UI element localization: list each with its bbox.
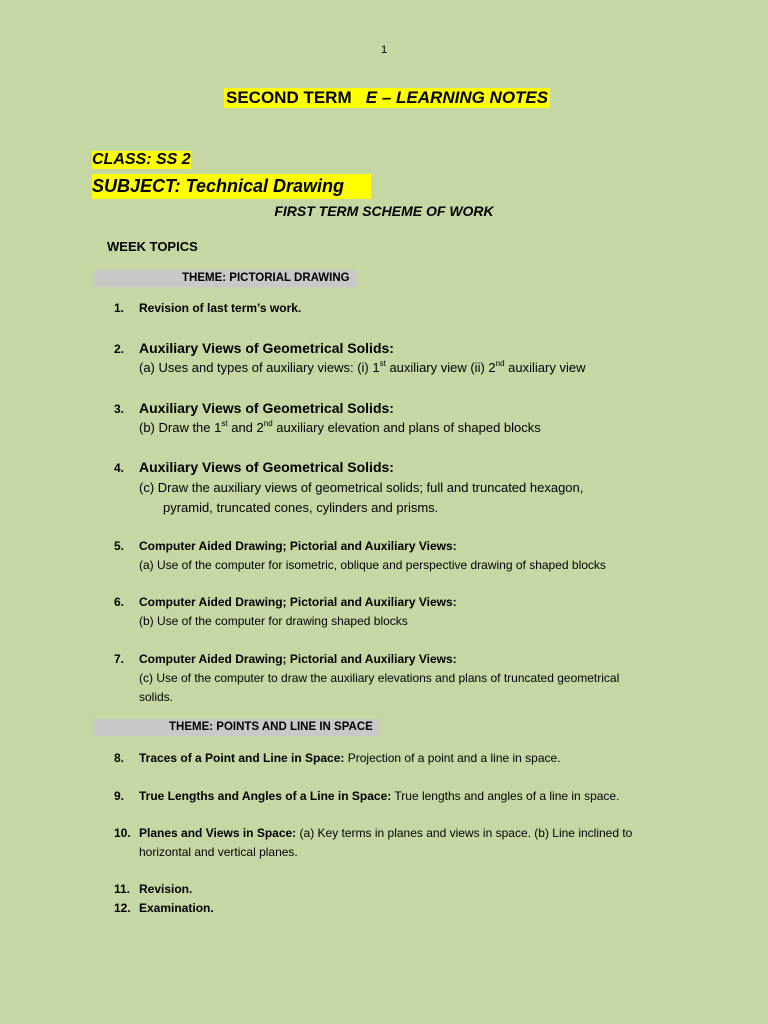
- theme-banner-points-lines: THEME: POINTS AND LINE IN SPACE: [93, 719, 379, 736]
- item-number: 7.: [114, 652, 125, 666]
- item-number: 10.: [114, 826, 131, 840]
- title-part-2: E – LEARNING NOTES: [365, 88, 549, 107]
- document-title: [224, 88, 550, 108]
- item-heading: Computer Aided Drawing; Pictorial and Auxiliary Views:: [139, 595, 457, 609]
- item-number: 4.: [114, 461, 125, 475]
- subject-label: SUBJECT: Technical Drawing: [92, 174, 371, 199]
- item-heading: Auxiliary Views of Geometrical Solids:: [139, 459, 394, 475]
- item-heading: Planes and Views in Space: (a) Key terms in planes and views in space. (b) Line inclined to: [139, 826, 633, 840]
- item-number: 8.: [114, 751, 125, 765]
- item-heading: Auxiliary Views of Geometrical Solids:: [139, 340, 394, 356]
- item-detail-line-1: (c) Draw the auxiliary views of geometrical solids; full and truncated hexagon,: [139, 480, 584, 495]
- item-heading: Revision.: [139, 882, 193, 896]
- theme-banner-pictorial: THEME: PICTORIAL DRAWING: [93, 270, 357, 287]
- class-label: CLASS: SS 2: [92, 151, 191, 168]
- scheme-heading: FIRST TERM SCHEME OF WORK: [274, 203, 494, 219]
- item-number: 1.: [114, 301, 125, 315]
- item-heading: Auxiliary Views of Geometrical Solids:: [139, 400, 394, 416]
- item-number: 2.: [114, 342, 125, 356]
- item-detail-line-2: horizontal and vertical planes.: [139, 845, 298, 859]
- title-part-1: SECOND TERM: [226, 88, 352, 107]
- item-number: 11.: [114, 882, 131, 896]
- item-detail-line-2: solids.: [139, 690, 174, 704]
- item-heading: Traces of a Point and Line in Space: Projection of a point and a line in space.: [139, 751, 561, 765]
- week-topics-heading: WEEK TOPICS: [107, 239, 198, 254]
- item-number: 5.: [114, 539, 125, 553]
- item-detail: (a) Uses and types of auxiliary views: (i) 1st auxiliary view (ii) 2nd auxiliary view: [139, 358, 586, 375]
- item-detail-line-2: pyramid, truncated cones, cylinders and prisms.: [163, 500, 439, 515]
- item-number: 6.: [114, 595, 125, 609]
- page-number: 1: [380, 44, 388, 56]
- item-detail: (a) Use of the computer for isometric, oblique and perspective drawing of shaped blocks: [139, 558, 606, 572]
- item-detail: (b) Draw the 1st and 2nd auxiliary elevation and plans of shaped blocks: [139, 418, 541, 435]
- item-heading: Computer Aided Drawing; Pictorial and Auxiliary Views:: [139, 652, 457, 666]
- item-number: 3.: [114, 402, 125, 416]
- item-detail: (b) Use of the computer for drawing shaped blocks: [139, 614, 408, 628]
- item-number: 12.: [114, 901, 131, 915]
- item-heading: Computer Aided Drawing; Pictorial and Auxiliary Views:: [139, 539, 457, 553]
- item-heading: Revision of last term’s work.: [139, 301, 302, 315]
- item-detail-line-1: (c) Use of the computer to draw the auxiliary elevations and plans of truncated geometrical: [139, 671, 620, 685]
- item-heading: True Lengths and Angles of a Line in Space: True lengths and angles of a line in space.: [139, 789, 620, 803]
- item-heading: Examination.: [139, 901, 214, 915]
- item-number: 9.: [114, 789, 125, 803]
